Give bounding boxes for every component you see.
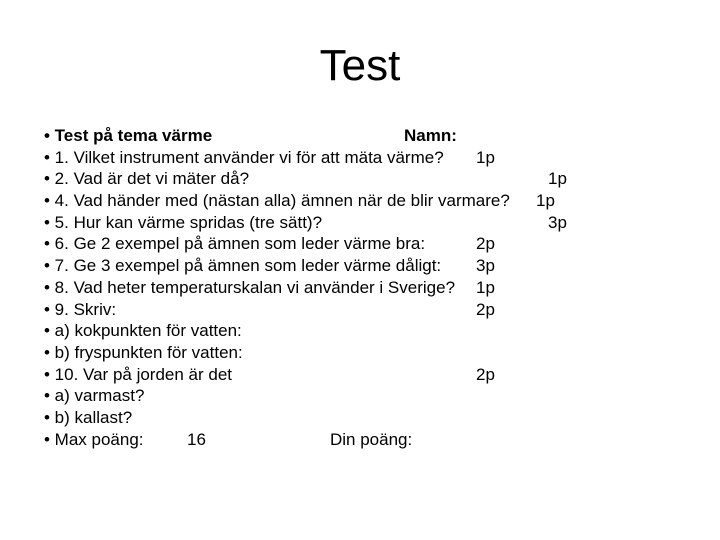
list-item [44, 212, 684, 234]
question-text: • 10. Var på jorden är det [44, 364, 233, 384]
your-points-label: Din poäng: [330, 429, 413, 449]
list-item [44, 385, 684, 407]
list-item [44, 233, 684, 255]
question-list [44, 125, 684, 450]
list-item [44, 190, 684, 212]
list-item [44, 407, 684, 429]
question-points: 2p [476, 234, 495, 254]
list-item [44, 255, 684, 277]
list-item [44, 125, 684, 147]
question-text: • 2. Vad är det vi mäter då? [44, 169, 250, 189]
question-text: • 5. Hur kan värme spridas (tre sätt)? [44, 212, 323, 232]
question-text: • 1. Vilket instrument använder vi för att mäta värme? [44, 147, 444, 167]
question-points: 2p [476, 299, 495, 319]
question-text: • 9. Skriv: [44, 299, 117, 319]
max-points-value: 16 [187, 429, 206, 449]
list-item [44, 429, 684, 451]
question-text: • 4. Vad händer med (nästan alla) ämnen när de blir varmare? [44, 191, 510, 211]
question-points: 1p [476, 147, 495, 167]
question-text: • 8. Vad heter temperaturskalan vi använder i Sverige? [44, 277, 456, 297]
list-item [44, 342, 684, 364]
question-text: • b) kallast? [44, 407, 133, 427]
question-points: 1p [548, 169, 567, 189]
list-item [44, 364, 684, 386]
question-points: 3p [548, 212, 567, 232]
list-item [44, 277, 684, 299]
name-label: Namn: [404, 126, 457, 145]
list-item [44, 168, 684, 190]
question-text: • 7. Ge 3 exempel på ämnen som leder värme dåligt: [44, 256, 442, 276]
question-points: 1p [476, 277, 495, 297]
question-text: • a) varmast? [44, 386, 145, 406]
max-points-label: • Max poäng: [44, 429, 144, 449]
question-points: 2p [476, 364, 495, 384]
question-text: • a) kokpunkten för vatten: [44, 321, 242, 341]
question-points: 1p [536, 191, 555, 211]
list-item [44, 320, 684, 342]
slide-title: Test [319, 41, 401, 90]
list-item [44, 299, 684, 321]
question-points: 3p [476, 256, 495, 276]
question-text: • 6. Ge 2 exempel på ämnen som leder värme bra: [44, 234, 426, 254]
list-item [44, 147, 684, 169]
test-heading: • Test på tema värme [44, 126, 213, 145]
question-text: • b) fryspunkten för vatten: [44, 342, 243, 362]
